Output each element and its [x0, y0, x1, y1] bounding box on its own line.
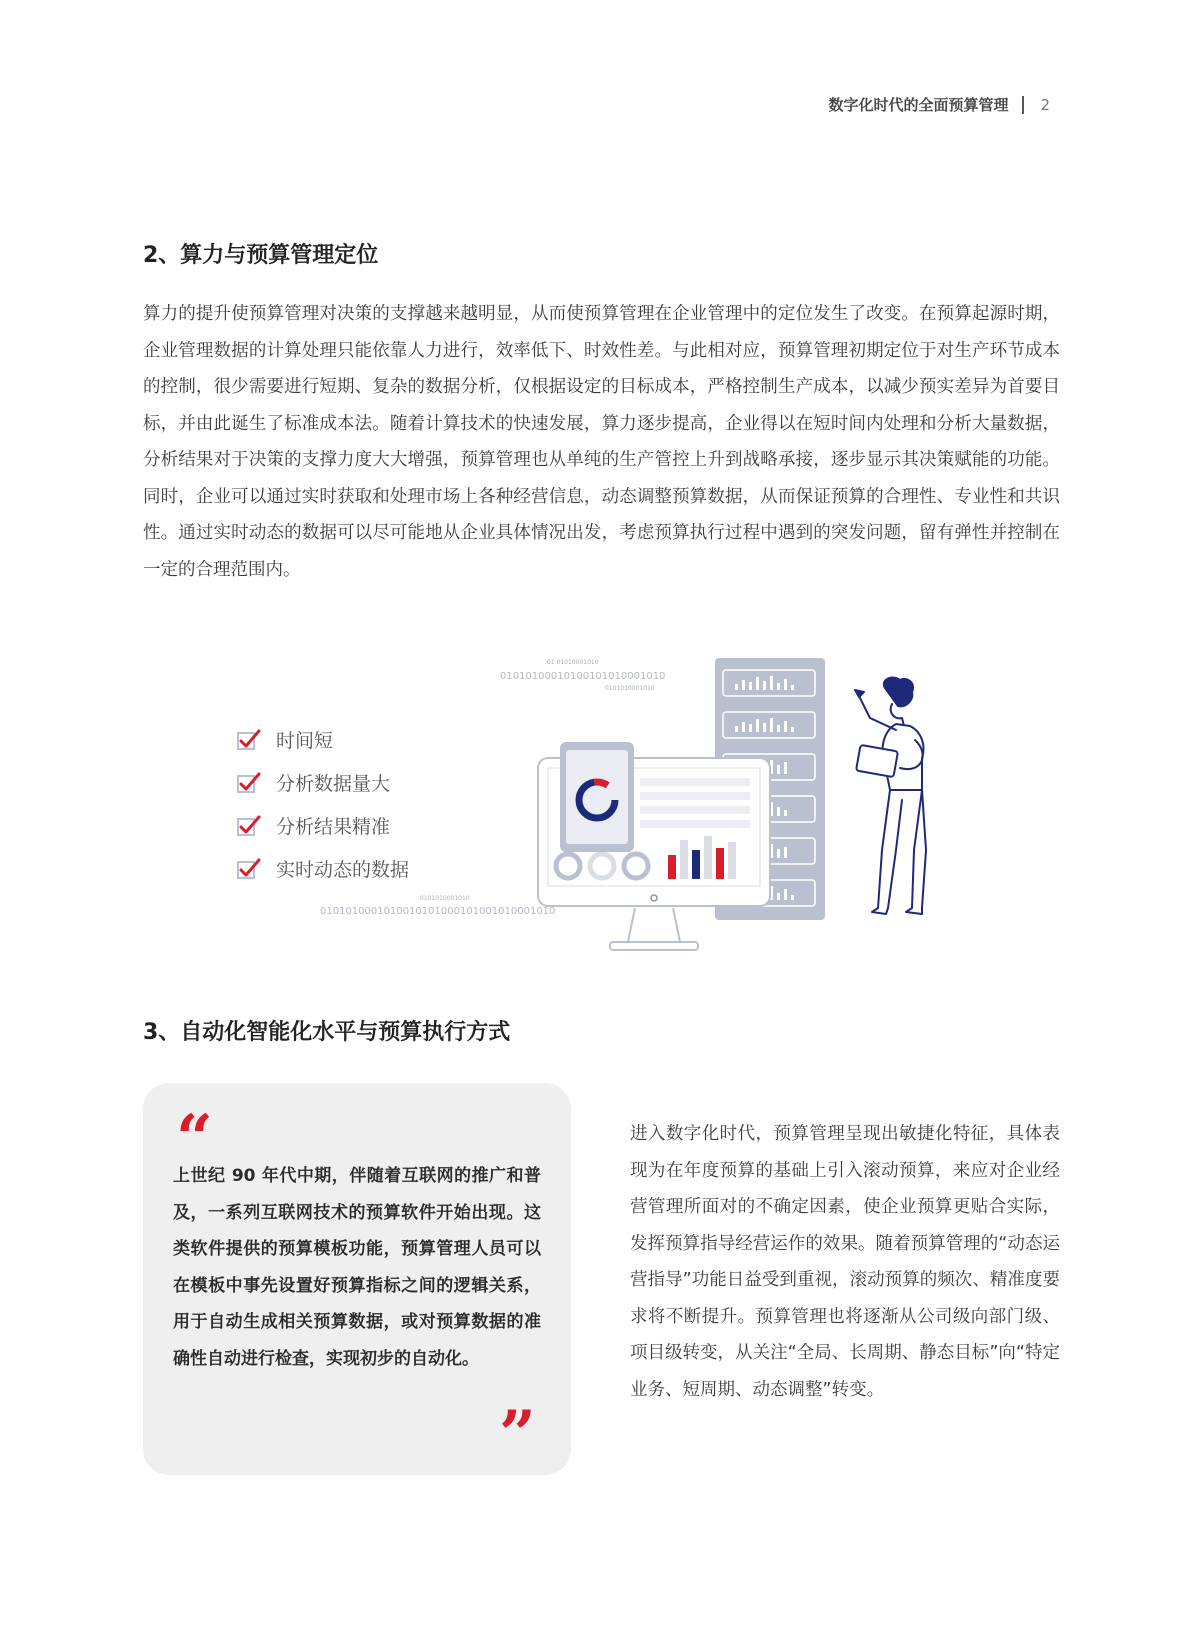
- checklist-label: 分析数据量大: [276, 773, 391, 795]
- checkbox-check-icon: [236, 727, 262, 753]
- checkbox-check-icon: [236, 770, 262, 796]
- checklist-label: 分析结果精准: [276, 816, 391, 838]
- open-quote-mark: “: [176, 1101, 213, 1176]
- computing-illustration: [310, 650, 1010, 970]
- binary-text: 01010100010100101010001010: [500, 671, 666, 682]
- binary-text: 0101010001010: [420, 895, 470, 902]
- tablet-donut-icon: [560, 742, 634, 852]
- section-2-heading: 2、算力与预算管理定位: [143, 243, 379, 268]
- checkbox-check-icon: [236, 856, 262, 882]
- binary-text: 01 01010001010: [547, 659, 599, 666]
- binary-text: 0101010001010010101000101001010001010: [320, 906, 556, 917]
- header-title: 数字化时代的全面预算管理: [828, 96, 1009, 114]
- header-divider: [1022, 96, 1024, 114]
- checklist-label: 时间短: [276, 730, 334, 752]
- close-quote-mark: ”: [499, 1397, 536, 1472]
- checklist-label: 实时动态的数据: [276, 859, 410, 881]
- page-header: [828, 94, 1050, 115]
- binary-text: 0101010001010: [605, 685, 655, 692]
- section-2-paragraph: 算力的提升使预算管理对决策的支撑越来越明显，从而使预算管理在企业管理中的定位发生了改变。在预算起源时期，企业管理数据的计算处理只能依靠人力进行，效率低下、时效性差。与此相对应，预算管理初期定位于对生产环节成本的控制，很少需要进行短期、复杂的数据分析，仅根据设定的目标成本，严格控制生产成本，以减少预实差异为首要目标，并由此诞生了标准成本法。随着计算技术的快速发展，算力逐步提高，企业得以在短时间内处理和分析大量数据，分析结果对于决策的支撑力度大大增强，预算管理也从单纯的生产管控上升到战略承接，逐步显示其决策赋能的功能。同时，企业可以通过实时获取和处理市场上各种经营信息，动态调整预算数据，从而保证预算的合理性、专业性和共识性。通过实时动态的数据可以尽可能地从企业具体情况出发，考虑预算执行过程中遇到的突发问题，留有弹性并控制在一定的合理范围内。: [143, 304, 1060, 580]
- person-icon: [855, 678, 926, 914]
- quote-text: 上世纪 90 年代中期，伴随着互联网的推广和普及，一系列互联网技术的预算软件开始出现。这类软件提供的预算模板功能，预算管理人员可以在模板中事先设置好预算指标之间的逻辑关系，用于自动生成相关预算数据，或对预算数据的准确性自动进行检查，实现初步的自动化。: [173, 1166, 541, 1369]
- quote-box: [143, 1083, 571, 1475]
- section-3-heading: 3、自动化智能化水平与预算执行方式: [143, 1020, 511, 1045]
- page-number: 2: [1040, 95, 1050, 114]
- checkbox-check-icon: [236, 813, 262, 839]
- section-3-paragraph: 进入数字化时代，预算管理呈现出敏捷化特征，具体表现为在年度预算的基础上引入滚动预算，来应对企业经营管理所面对的不确定因素，使企业预算更贴合实际，发挥预算指导经营运作的效果。随着预算管理的“动态运营指导”功能日益受到重视，滚动预算的频次、精准度要求将不断提升。预算管理也将逐渐从公司级向部门级、项目级转变，从关注“全局、长周期、静态目标”向“特定业务、短周期、动态调整”转变。: [630, 1124, 1060, 1400]
